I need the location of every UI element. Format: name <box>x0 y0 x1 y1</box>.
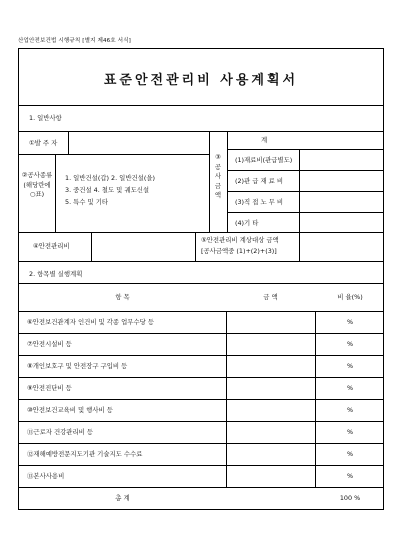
row-ratio: % <box>346 362 354 370</box>
row-ratio: % <box>346 384 354 392</box>
rule <box>227 191 383 192</box>
rule <box>227 131 228 232</box>
rule <box>19 421 383 422</box>
rule <box>19 105 383 106</box>
row-item: ⑬본사사용비 <box>27 472 65 480</box>
category-item: 5. 특수 및 기타 <box>65 198 109 206</box>
rule <box>209 131 210 232</box>
rule <box>227 149 383 150</box>
row-ratio: % <box>346 472 354 480</box>
row-item: ⑧개인보호구 및 안전장구 구입비 등 <box>27 362 128 370</box>
rule <box>19 154 209 155</box>
category-item: 3. 중건설 4. 철도 및 궤도신설 <box>65 186 150 194</box>
rule <box>19 232 383 233</box>
row-ratio: % <box>346 318 354 326</box>
amount-item: (3)직 접 노 무 비 <box>235 198 284 206</box>
form-sheet <box>18 48 384 510</box>
row-ratio: % <box>346 450 354 458</box>
rule <box>19 355 383 356</box>
rule <box>19 131 383 132</box>
column-header-ratio: 비 율(%) <box>337 293 363 301</box>
grand-total-label: 총 계 <box>115 494 130 502</box>
rule <box>91 232 92 261</box>
row-item: ⑪근로자 건강관리비 등 <box>27 428 94 436</box>
form-header: 산업안전보건법 시행규칙 [별지 제46호 서식] <box>18 38 131 44</box>
base-amount-formula: [공사금액중 (1)+(2)+(3)] <box>201 247 277 255</box>
amount-item: (2)관 급 재 료 비 <box>235 177 284 185</box>
base-amount-label: ⑤안전관리비 계상대상 금액 <box>201 236 279 244</box>
amount-item: (4)기 타 <box>235 219 259 227</box>
row-item: ⑦안전시설비 등 <box>27 340 72 348</box>
rule <box>19 261 383 262</box>
grand-total-ratio: 100 % <box>339 494 361 502</box>
rule <box>19 399 383 400</box>
rule <box>55 154 56 232</box>
row-item: ⑫재해예방전문지도기관 기술지도 수수료 <box>27 450 143 458</box>
column-header-item: 항 목 <box>115 293 130 301</box>
column-header-amount: 금 액 <box>263 293 278 301</box>
category-label: ②공사종류(해당란에 ○표) <box>21 171 53 198</box>
amount-item: (1)재료비(관급별도) <box>235 156 293 164</box>
rule <box>19 487 383 488</box>
rule <box>299 149 300 232</box>
category-item: 1. 일반건설(갑) 2. 일반건설(을) <box>65 174 155 182</box>
row-ratio: % <box>346 406 354 414</box>
section-heading: 1. 일반사항 <box>29 114 62 122</box>
rule <box>226 311 227 487</box>
row-item: ⑥안전보건관계자 인건비 및 각종 업무수당 등 <box>27 318 155 326</box>
form-title: 표준안전관리비 사용계획서 <box>103 73 299 88</box>
rule <box>315 311 316 487</box>
row-item: ⑨안전진단비 등 <box>27 384 72 392</box>
rule <box>227 170 383 171</box>
rule <box>195 232 196 261</box>
row-ratio: % <box>346 428 354 436</box>
rule <box>19 377 383 378</box>
total-label: 계 <box>261 136 268 144</box>
row-ratio: % <box>346 340 354 348</box>
rule <box>19 333 383 334</box>
row-item: ⑩안전보건교육비 및 행사비 등 <box>27 406 113 414</box>
rule <box>19 283 383 284</box>
rule <box>19 311 383 312</box>
amount-label: ③공사금액 <box>214 153 222 199</box>
rule <box>299 232 300 261</box>
rule <box>68 131 69 154</box>
section-heading: 2. 항목별 실행계획 <box>29 270 83 278</box>
rule <box>19 443 383 444</box>
rule <box>19 465 383 466</box>
safety-cost-label: ④안전관리비 <box>33 242 70 250</box>
orderer-label: ①발 주 자 <box>29 139 58 147</box>
rule <box>227 212 383 213</box>
